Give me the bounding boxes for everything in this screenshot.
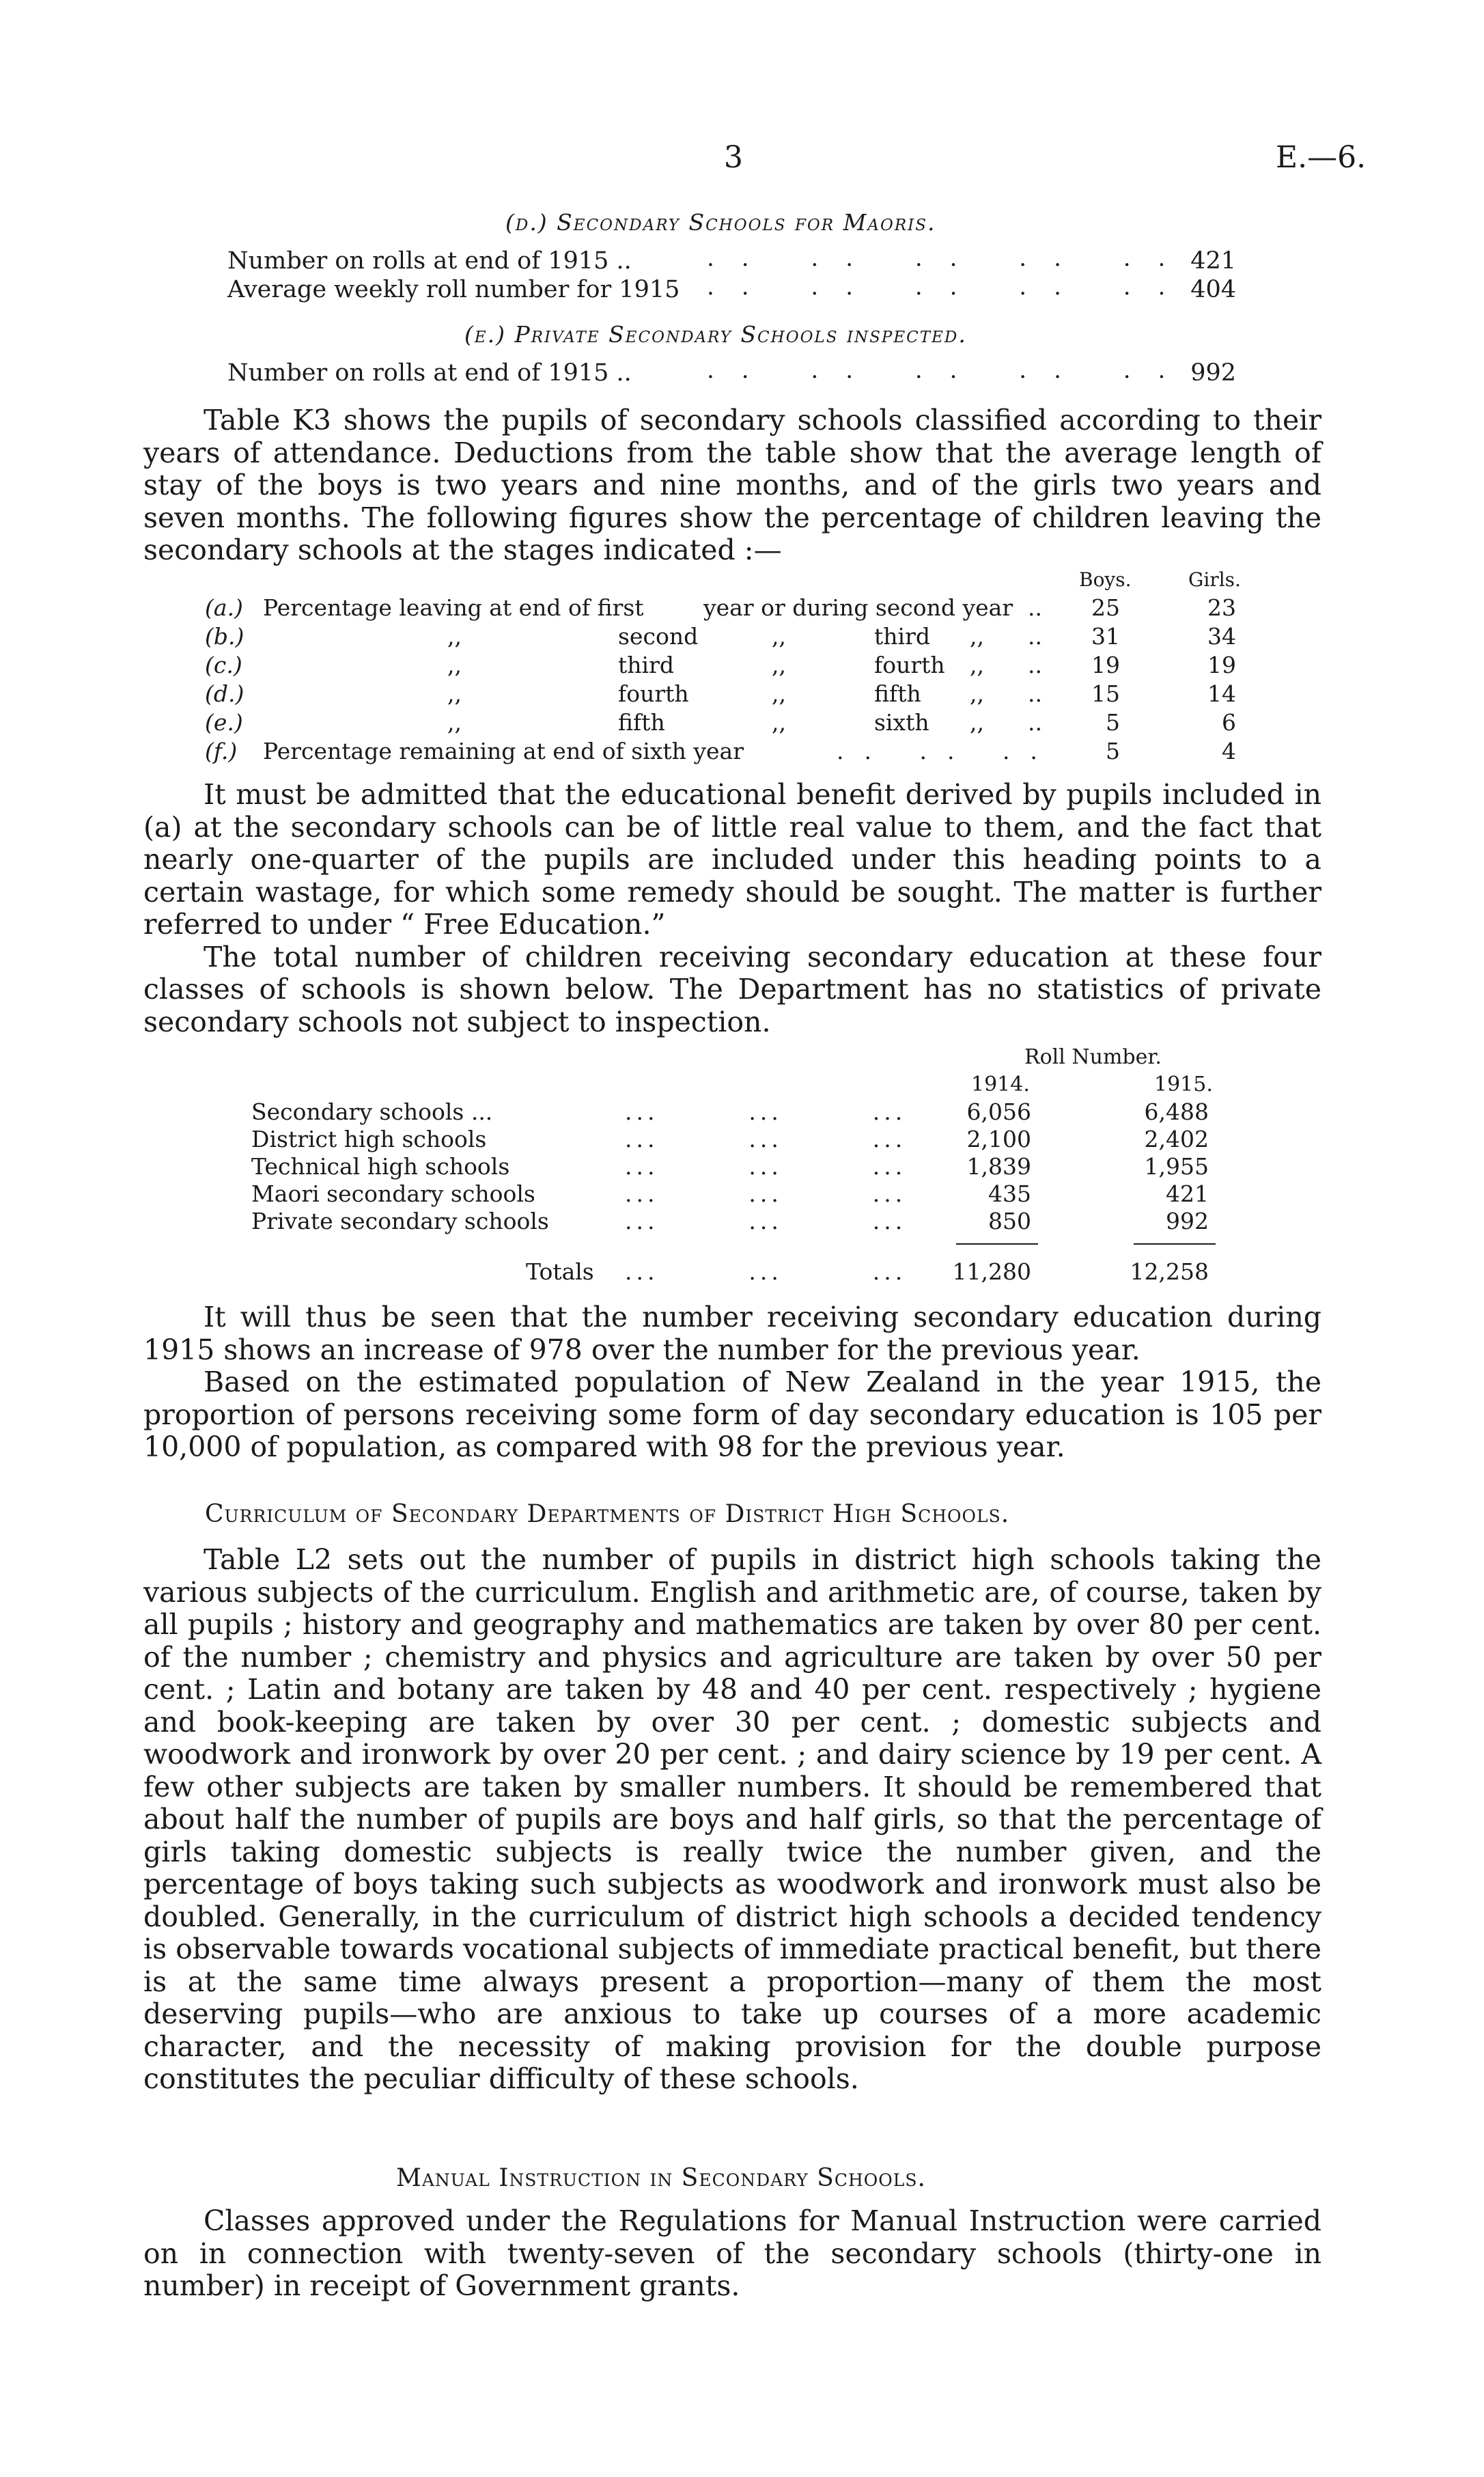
leaving-row-text: Percentage leaving at end of first	[263, 594, 644, 621]
roll-1914-value: 2,100	[966, 1126, 1031, 1152]
roll-row-label: Maori secondary schools	[251, 1180, 535, 1207]
leaving-ditto: ,,	[970, 680, 984, 707]
leaving-ditto: ,,	[447, 652, 462, 678]
leaving-row-key: (c.)	[205, 652, 242, 678]
paragraph-1	[143, 404, 1321, 567]
leaving-ditto: ,,	[447, 680, 462, 707]
roll-row-dots: ... ... ...	[625, 1208, 907, 1234]
leaving-row-dots: ..	[1028, 680, 1042, 707]
leaving-ditto: ,,	[772, 709, 786, 736]
leaving-ditto: ,,	[447, 709, 462, 736]
roll-1915-value: 421	[1166, 1180, 1209, 1207]
leaving-girls-value: 6	[1222, 709, 1236, 736]
paragraph-2	[143, 779, 1321, 1038]
leaving-girls-value: 19	[1207, 652, 1236, 678]
paragraph-2-text: It must be admitted that the educational benefit derived by pupils included in (a) at the secondary schools can be of little real value to them, and the fact that nearly one-quarter of the pupils are included under this heading points to a certain wastage, for which some remedy should be sought. The matter is further referred to under “ Free Education.”	[143, 778, 1321, 941]
leaving-row-dots: ..	[1028, 652, 1042, 678]
leaving-boys-value: 31	[1091, 623, 1120, 650]
leader-dots: .. .. .. .. ..	[707, 273, 1193, 301]
leaving-stage: fourth	[874, 652, 945, 678]
maori-row-2-label: Average weekly roll number for 1915	[227, 276, 680, 303]
leaving-girls-value: 4	[1222, 738, 1236, 764]
heading-curriculum: Curriculum of Secondary Departments of District High Schools.	[205, 1500, 1010, 1528]
leaving-boys-value: 25	[1091, 594, 1120, 621]
maori-row-1-label: Number on rolls at end of 1915 ..	[227, 247, 632, 275]
paragraph-4	[143, 1301, 1321, 1464]
leaving-girls-value: 23	[1207, 594, 1236, 621]
leaving-row-text: Percentage remaining at end of sixth year	[263, 738, 744, 764]
leaving-row-key: (a.)	[205, 594, 243, 621]
roll-row-dots: ... ... ...	[625, 1180, 907, 1207]
leaving-stage: sixth	[874, 709, 929, 736]
roll-row-label: Private secondary schools	[251, 1208, 549, 1234]
heading-maori-schools: (d.) Secondary Schools for Maoris.	[505, 209, 936, 236]
leaving-ditto: ,,	[970, 709, 984, 736]
leaving-ditto: ,,	[447, 623, 462, 650]
leaving-row-key: (b.)	[205, 623, 244, 650]
leaving-stage: third	[874, 623, 930, 650]
leaving-row-key: (f.)	[205, 738, 238, 764]
roll-1915-value: 992	[1166, 1208, 1209, 1234]
paragraph-7-text: Classes approved under the Regulations for Manual Instruction were carried on in connection with twenty-seven of the secondary schools (thirty-one in number) in receipt of Government grants.	[143, 2204, 1321, 2302]
total-1914-value: 11,280	[952, 1258, 1031, 1285]
paragraph-1-text: Table K3 shows the pupils of secondary schools classified according to their years of attendance. Deductions from the table show that the average length of stay of the boys is two years and nine months, and of the girls two years and seven months. The following figures show the percentage of children leaving the secondary schools at the stages indicated :—	[143, 404, 1321, 566]
roll-row-label: District high schools	[251, 1126, 487, 1152]
leaving-boys-value: 15	[1091, 680, 1120, 707]
leaving-row-key: (e.)	[205, 709, 243, 736]
paragraph-4-text: It will thus be seen that the number receiving secondary education during 1915 shows an increase of 978 over the number for the previous year.	[143, 1301, 1321, 1366]
maori-row-1-value: 421	[1190, 247, 1236, 275]
maori-row-2-value: 404	[1190, 276, 1236, 303]
leaving-boys-value: 5	[1106, 709, 1120, 736]
col-1914-header: 1914.	[971, 1073, 1030, 1096]
roll-1914-value: 6,056	[966, 1098, 1031, 1125]
leaving-ditto: ,,	[772, 680, 786, 707]
heading-manual-instruction: Manual Instruction in Secondary Schools.	[396, 2164, 926, 2192]
roll-row-label: Secondary schools ...	[251, 1098, 493, 1125]
leaving-ditto: ,,	[970, 652, 984, 678]
roll-table-header: Roll Number.	[1024, 1045, 1162, 1069]
roll-1915-value: 6,488	[1144, 1098, 1209, 1125]
col-girls-header: Girls.	[1188, 568, 1241, 591]
leaving-ditto: ,,	[970, 623, 984, 650]
paragraph-5-text: Based on the estimated population of New Zealand in the year 1915, the proportion of persons receiving some form of day secondary education is 105 per 10,000 of population, as compared with 98 for the previous year.	[143, 1366, 1321, 1463]
roll-row-dots: ... ... ...	[625, 1153, 907, 1180]
roll-row-dots: ... ... ...	[625, 1098, 907, 1125]
roll-row-dots: ... ... ...	[625, 1126, 907, 1152]
totals-label: Totals	[526, 1258, 594, 1285]
total-1915-value: 12,258	[1130, 1258, 1209, 1285]
col-boys-header: Boys.	[1079, 568, 1132, 591]
totals-rule-1915	[1134, 1243, 1216, 1245]
leaving-stage: third	[618, 652, 674, 678]
leaving-boys-value: 19	[1091, 652, 1120, 678]
leaving-stage: fourth	[618, 680, 689, 707]
leaving-row-dots: ..	[1028, 623, 1042, 650]
private-row-1-value: 992	[1190, 359, 1236, 387]
leaving-ditto: ,,	[772, 623, 786, 650]
leaving-row-dots: .. .. ..	[837, 738, 1058, 764]
leaving-stage: fifth	[874, 680, 921, 707]
page-number: 3	[724, 140, 743, 175]
roll-1914-value: 435	[988, 1180, 1031, 1207]
roll-row-dots: ... ... ...	[625, 1258, 907, 1285]
leaving-girls-value: 14	[1207, 680, 1236, 707]
paragraph-3-text: The total number of children receiving secondary education at these four classes of schools is shown below. The Department has no statistics of private secondary schools not subject to inspection.	[143, 940, 1321, 1038]
leaving-ditto: ,,	[772, 652, 786, 678]
leaving-row-dots: ..	[1028, 594, 1042, 621]
leader-dots: .. .. .. .. ..	[707, 357, 1193, 384]
roll-1915-value: 1,955	[1144, 1153, 1209, 1180]
roll-1914-value: 850	[988, 1208, 1031, 1234]
roll-1915-value: 2,402	[1144, 1126, 1209, 1152]
leader-dots: .. .. .. .. ..	[707, 245, 1193, 272]
roll-row-label: Technical high schools	[251, 1153, 510, 1180]
totals-rule-1914	[956, 1243, 1038, 1245]
leaving-stage: fifth	[618, 709, 665, 736]
leaving-boys-value: 5	[1106, 738, 1120, 764]
private-row-1-label: Number on rolls at end of 1915 ..	[227, 359, 632, 387]
col-1915-header: 1915.	[1154, 1073, 1213, 1096]
leaving-stage: second	[618, 623, 699, 650]
paragraph-6-text: Table L2 sets out the number of pupils in district high schools taking the various subjects of the curriculum. English and arithmetic are, of course, taken by all pupils ; history and geography and mathematics are taken by over 80 per cent. of the number ; chemistry and physics and agriculture are taken by over 50 per cent. ; Latin and botany are taken by 48 and 40 per cent. respectively ; hygiene and book-keeping are taken by over 30 per cent. ; domestic subjects and woodwork and ironwork by over 20 per cent. ; and dairy science by 19 per cent. A few other subjects are taken by smaller numbers. It should be remembered that about half the number of pupils are boys and half girls, so that the percentage of girls taking domestic subjects is really twice the number given, and the percentage of boys taking such subjects as woodwork and ironwork must also be doubled. Generally, in the curriculum of district high schools a decided tendency is observable towards vocational subjects of immediate practical benefit, but there is at the same time always present a proportion—many of them the most deserving pupils—who are anxious to take up courses of a more academic character, and the necessity of making provision for the double purpose constitutes the peculiar difficulty of these schools.	[143, 1543, 1321, 2095]
leaving-row-text: year or during second year	[703, 594, 1013, 621]
paragraph-6	[143, 1544, 1321, 2096]
leaving-girls-value: 34	[1207, 623, 1236, 650]
roll-1914-value: 1,839	[966, 1153, 1031, 1180]
heading-private-schools: (e.) Private Secondary Schools inspected.	[464, 321, 967, 348]
leaving-row-key: (d.)	[205, 680, 244, 707]
series-code: E.—6.	[1276, 140, 1367, 175]
leaving-row-dots: ..	[1028, 709, 1042, 736]
paragraph-7	[143, 2205, 1321, 2303]
